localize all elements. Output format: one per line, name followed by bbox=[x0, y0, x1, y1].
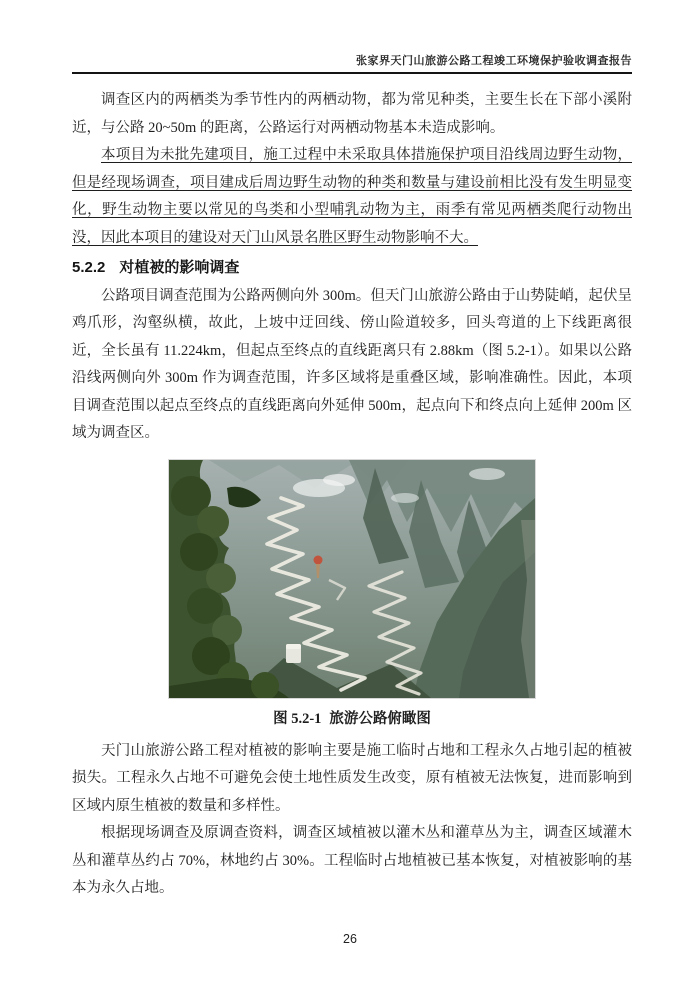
page-header bbox=[72, 0, 632, 74]
header-title: 张家界天门山旅游公路工程竣工环境保护验收调查报告 bbox=[356, 55, 632, 67]
page-number: 26 bbox=[343, 932, 357, 946]
section-title: 对植被的影响调查 bbox=[119, 259, 240, 276]
white-building bbox=[286, 644, 301, 663]
paragraph-survey-scope: 公路项目调查范围为公路两侧向外 300m。但天门山旅游公路由于山势陡峭，起伏呈鸡爪形，沟壑纵横，故此，上坡中迂回线、傍山险道较多，回头弯道的上下线距离很近，全长虽有 11.224km，但起点至终点的直线距离只有 2.88km（图 5.2-1）。如果以公路沿线两侧向外 300m 作为调查范围，许多区域将是重叠区域，影响准确性。因此，本项目调查范围以起点至终点的直线距离向外延伸 500m，起点向下和终点向上延伸 200m 区域为调查区。 bbox=[72, 287, 632, 441]
figure-caption-text: 旅游公路俯瞰图 bbox=[329, 710, 431, 727]
header-rule bbox=[72, 72, 632, 74]
page-footer bbox=[0, 932, 700, 946]
section-number: 5.2.2 bbox=[72, 259, 106, 276]
section-heading-5-2-2 bbox=[72, 254, 632, 282]
aerial-road-photo bbox=[169, 460, 535, 698]
paragraph-vegetation-survey: 根据现场调查及原调查资料，调查区域植被以灌木丛和灌草丛为主，调查区域灌木丛和灌草丛约占 70%，林地约占 30%。工程临时占地植被已基本恢复，对植被影响的基本为永久占地。 bbox=[72, 825, 632, 896]
paragraph-amphibian: 调查区内的两栖类为季节性内的两栖动物，都为常见种类，主要生长在下部小溪附近，与公路 20~50m 的距离，公路运行对两栖动物基本未造成影响。 bbox=[72, 92, 632, 136]
figure-caption bbox=[72, 705, 632, 733]
figure-label: 图 5.2-1 bbox=[273, 710, 322, 727]
paragraph-vegetation-impact: 天门山旅游公路工程对植被的影响主要是施工临时占地和工程永久占地引起的植被损失。工程永久占地不可避免会使土地性质发生改变，原有植被无法恢复，进而影响到区域内原生植被的数量和多样性。 bbox=[72, 742, 632, 814]
paragraph-wildlife-underlined: 本项目为未批先建项目，施工过程中未采取具体措施保护项目沿线周边野生动物，但是经现场调查，项目建成后周边野生动物的种类和数量与建设前相比没有发生明显变化，野生动物主要以常见的鸟类和小型哺乳动物为主，雨季有常见两栖类爬行动物出没，因此本项目的建设对天门山风景名胜区野生动物影响不大。 bbox=[72, 147, 632, 246]
figure-5-2-1 bbox=[169, 460, 535, 698]
